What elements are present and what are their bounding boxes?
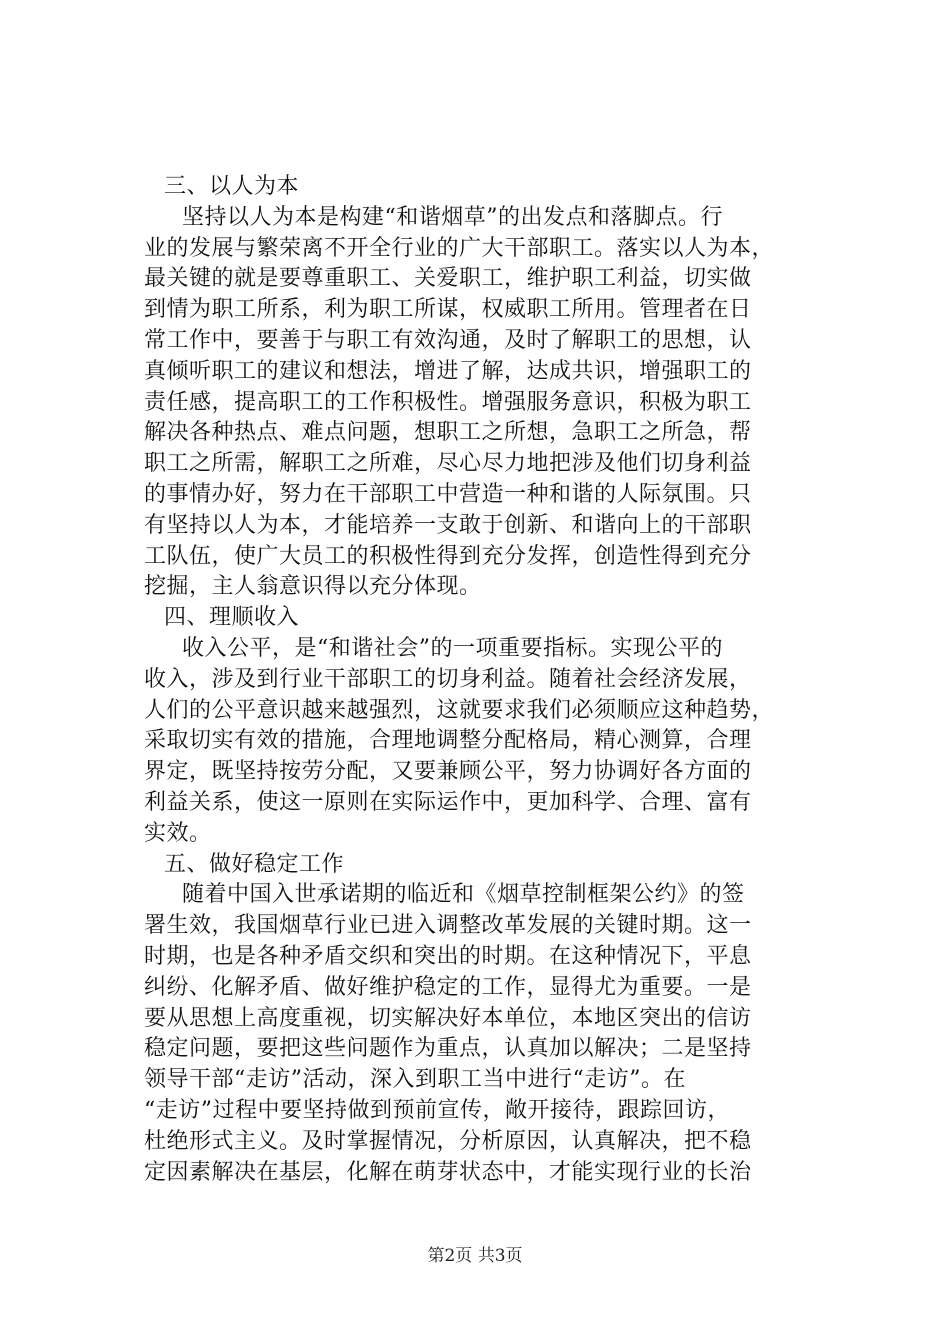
text-line: 杜绝形式主义。及时掌握情况，分析原因，认真解决，把不稳 <box>144 1128 752 1154</box>
text-line: 的事情办好，努力在干部职工中营造一种和谐的人际氛围。只 <box>144 481 752 507</box>
text-line: 领导干部“走访”活动，深入到职工当中进行“走访”。在 <box>144 1067 686 1093</box>
text-line: 利益关系，使这一原则在实际运作中，更加科学、合理、富有 <box>144 789 752 815</box>
text-line: 人们的公平意识越来越强烈，这就要求我们必须顺应这种趋势， <box>144 697 775 723</box>
text-line: 有坚持以人为本，才能培养一支敢于创新、和谐向上的干部职 <box>144 512 752 538</box>
text-line: 随着中国入世承诺期的临近和《烟草控制框架公约》的签 <box>182 882 745 908</box>
text-line: 采取切实有效的措施，合理地调整分配格局，精心测算，合理 <box>144 728 752 754</box>
text-line: 稳定问题，要把这些问题作为重点，认真加以解决；二是坚持 <box>144 1036 752 1062</box>
text-line: 界定，既坚持按劳分配，又要兼顾公平，努力协调好各方面的 <box>144 759 752 785</box>
text-line: 坚持以人为本是构建“和谐烟草”的出发点和落脚点。行 <box>182 204 723 230</box>
text-line: 挖掘，主人翁意识得以充分体现。 <box>144 574 482 600</box>
section-heading: 五、做好稳定工作 <box>164 851 345 877</box>
text-line: 要从思想上高度重视，切实解决好本单位，本地区突出的信访 <box>144 1005 752 1031</box>
text-line: 署生效，我国烟草行业已进入调整改革发展的关键时期。这一 <box>144 913 752 939</box>
text-line: 工队伍，使广大员工的积极性得到充分发挥，创造性得到充分 <box>144 543 752 569</box>
text-line: 定因素解决在基层，化解在萌芽状态中，才能实现行业的长治 <box>144 1159 752 1185</box>
text-line: 实效。 <box>144 820 212 846</box>
text-line: 真倾听职工的建议和想法，增进了解，达成共识，增强职工的 <box>144 358 752 384</box>
document-body <box>144 172 834 1188</box>
text-line: 收入公平，是“和谐社会”的一项重要指标。实现公平的 <box>182 635 723 661</box>
text-line: 业的发展与繁荣离不开全行业的广大干部职工。落实以人为本， <box>144 235 775 261</box>
text-line: 常工作中，要善于与职工有效沟通，及时了解职工的思想，认 <box>144 327 752 353</box>
text-line: 最关键的就是要尊重职工、关爱职工，维护职工利益，切实做 <box>144 266 752 292</box>
text-line: 责任感，提高职工的工作积极性。增强服务意识，积极为职工 <box>144 389 752 415</box>
text-line: 职工之所需，解职工之所难，尽心尽力地把涉及他们切身利益 <box>144 451 752 477</box>
text-line: 纠纷、化解矛盾、做好维护稳定的工作，显得尤为重要。一是 <box>144 974 752 1000</box>
section-heading: 四、理顺收入 <box>164 605 300 631</box>
section-heading: 三、以人为本 <box>164 174 300 199</box>
text-line: 收入，涉及到行业干部职工的切身利益。随着社会经济发展， <box>144 666 752 692</box>
text-line: “走访”过程中要坚持做到预前宣传，敞开接待，跟踪回访， <box>144 1097 730 1123</box>
text-line: 时期，也是各种矛盾交织和突出的时期。在这种情况下，平息 <box>144 943 752 969</box>
text-line: 到情为职工所系，利为职工所谋，权威职工所用。管理者在日 <box>144 297 752 323</box>
page-number-footer: 第2页 共3页 <box>427 1246 523 1266</box>
text-line: 解决各种热点、难点问题，想职工之所想，急职工之所急，帮 <box>144 420 752 446</box>
